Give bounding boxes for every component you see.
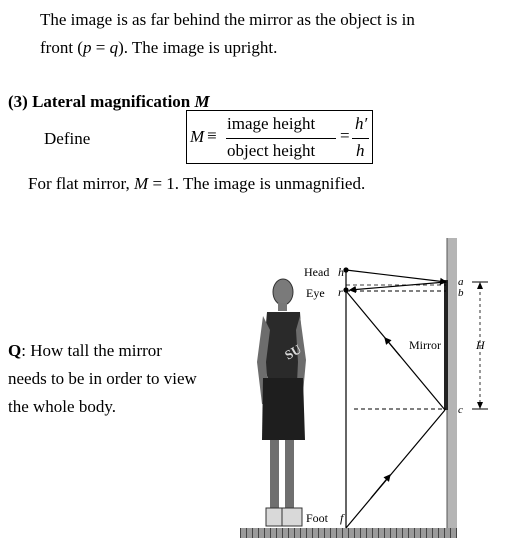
- height-label: H: [476, 338, 485, 352]
- define-label: Define: [44, 129, 91, 148]
- point-a-label: a: [458, 276, 464, 288]
- intro-line-2: front (p = q). The image is upright.: [40, 38, 278, 57]
- flat-mirror-statement: For flat mirror, M = 1. The image is unmagnified.: [28, 174, 366, 193]
- mirror: [444, 280, 448, 410]
- head-label: Head: [304, 265, 330, 279]
- point-c-label: c: [458, 404, 463, 416]
- intro-line-1: The image is as far behind the mirror as the object is in: [40, 10, 415, 29]
- point-b-label: b: [458, 287, 464, 299]
- head-point-label: h: [338, 265, 344, 279]
- ray-head-to-mirror: [346, 270, 446, 282]
- eye-label: Eye: [306, 286, 325, 300]
- foot-point-label: f: [340, 511, 344, 525]
- question-line-2: needs to be in order to view: [8, 369, 197, 388]
- foot-label: Foot: [306, 511, 329, 525]
- formula-rhs-denominator: h: [356, 141, 365, 160]
- eye-point-label: r: [338, 285, 343, 299]
- question-line-3: the whole body.: [8, 397, 116, 416]
- formula-numerator: image height: [227, 114, 316, 133]
- person-figure: [257, 279, 306, 526]
- mirror-label: Mirror: [409, 338, 441, 352]
- floor: [240, 528, 457, 538]
- formula-denominator: object height: [227, 141, 316, 160]
- shirt-text: SU: [282, 341, 304, 363]
- wall: [447, 238, 457, 538]
- section-heading: (3) Lateral magnification M: [8, 92, 210, 111]
- formula-equals: =: [340, 126, 350, 145]
- ray-mirror-to-eye: [350, 282, 446, 290]
- formula-lhs: M: [190, 127, 205, 146]
- question-line-1: Q: How tall the mirror: [8, 341, 162, 360]
- ray-foot-to-mirror: [346, 410, 445, 528]
- formula-rhs-numerator: h′: [355, 114, 368, 133]
- formula-equiv: ≡: [207, 126, 217, 145]
